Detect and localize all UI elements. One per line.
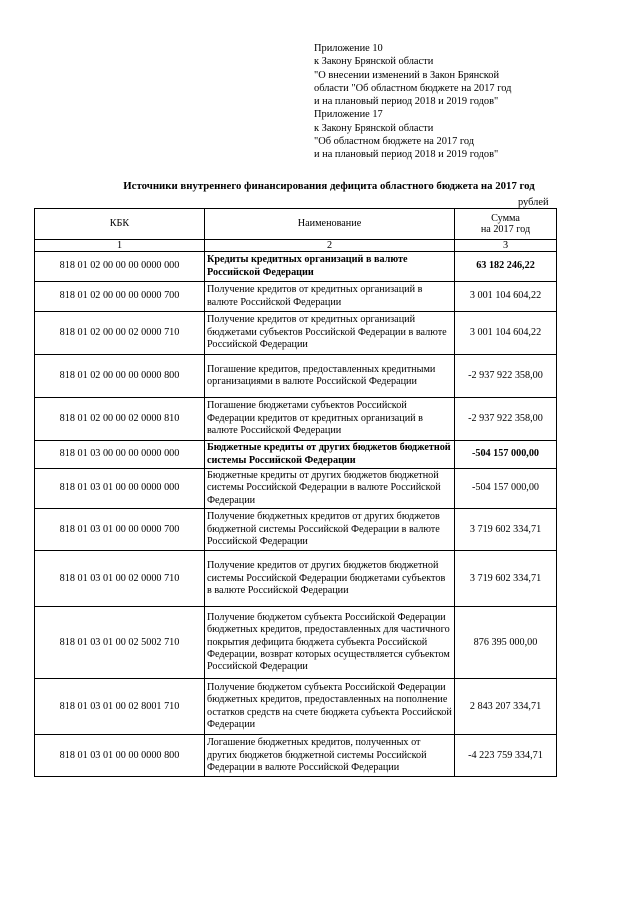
column-number: 3 — [455, 240, 557, 252]
header-line: области "Об областном бюджете на 2017 год — [314, 82, 512, 94]
table-row — [35, 469, 557, 509]
row-amount: 3 001 104 604,22 — [455, 282, 557, 312]
header-line: к Закону Брянской области — [314, 56, 434, 68]
kbk-code: 818 01 02 00 00 00 0000 700 — [35, 282, 205, 312]
row-name: Бюджетные кредиты от других бюджетов бюджетной системы Российской Федерации в валюте Российской Федерации — [205, 469, 455, 509]
table-row — [35, 735, 557, 777]
row-name: Получение бюджетом субъекта Российской Федерации бюджетных кредитов, предоставленных на пополнение остатков средств на счете бюджета субъекта Российской Федерации — [205, 679, 455, 735]
table-row — [35, 607, 557, 679]
column-header-sum-line2: на 2017 год — [480, 224, 531, 235]
row-amount: 876 395 000,00 — [455, 607, 557, 679]
table-row — [35, 679, 557, 735]
financing-table — [34, 208, 557, 777]
kbk-code: 818 01 03 01 00 00 0000 700 — [35, 509, 205, 551]
row-amount: -2 937 922 358,00 — [455, 355, 557, 398]
row-name: Получение кредитов от кредитных организаций в валюте Российской Федерации — [205, 282, 455, 312]
header-line: и на плановый период 2018 и 2019 годов" — [314, 96, 499, 108]
table-row — [35, 282, 557, 312]
row-name: Получение бюджетом субъекта Российской Федерации бюджетных кредитов, предоставленных для частичного покрытия дефицита бюджета субъекта Российской Федерации, возврат которых осуществляется субъектом Российской Федерации — [205, 607, 455, 679]
row-amount: 3 719 602 334,71 — [455, 509, 557, 551]
header-line: и на плановый период 2018 и 2019 годов" — [314, 149, 499, 161]
row-amount: -2 937 922 358,00 — [455, 398, 557, 441]
table-row — [35, 441, 557, 469]
row-amount: 63 182 246,22 — [455, 252, 557, 282]
row-amount: 2 843 207 334,71 — [455, 679, 557, 735]
row-name: Бюджетные кредиты от других бюджетов бюджетной системы Российской Федерации — [205, 441, 455, 469]
row-name: Кредиты кредитных организаций в валюте Российской Федерации — [205, 252, 455, 282]
row-name: Получение кредитов от других бюджетов бюджетной системы Российской Федерации бюджетами субъектов в валюте Российской Федерации — [205, 551, 455, 607]
kbk-code: 818 01 03 01 00 02 5002 710 — [35, 607, 205, 679]
row-amount: 3 001 104 604,22 — [455, 312, 557, 355]
kbk-code: 818 01 02 00 00 00 0000 000 — [35, 252, 205, 282]
column-header-sum — [455, 209, 557, 240]
kbk-code: 818 01 03 01 00 00 0000 800 — [35, 735, 205, 777]
column-number: 1 — [35, 240, 205, 252]
table-header-row — [35, 209, 557, 240]
kbk-code: 818 01 03 01 00 02 8001 710 — [35, 679, 205, 735]
row-name: Получение бюджетных кредитов от других бюджетов бюджетной системы Российской Федерации в валюте Российской Федерации — [205, 509, 455, 551]
header-line: к Закону Брянской области — [314, 122, 434, 134]
column-header-name: Наименование — [205, 209, 455, 240]
row-amount: -504 157 000,00 — [455, 441, 557, 469]
row-name: Логашение бюджетных кредитов, полученных от других бюджетов бюджетной системы Российской Федерации в валюте Российской Федерации — [205, 735, 455, 777]
table-row — [35, 398, 557, 441]
row-name: Погашение бюджетами субъектов Российской Федерации кредитов от кредитных организаций в валюте Российской Федерации — [205, 398, 455, 441]
kbk-code: 818 01 02 00 00 02 0000 710 — [35, 312, 205, 355]
header-line: "Об областном бюджете на 2017 год — [314, 136, 475, 148]
row-amount: -4 223 759 334,71 — [455, 735, 557, 777]
appendix-header — [314, 42, 614, 162]
table-row — [35, 312, 557, 355]
kbk-code: 818 01 03 01 00 02 0000 710 — [35, 551, 205, 607]
column-header-kbk: КБК — [35, 209, 205, 240]
table-row — [35, 355, 557, 398]
column-number: 2 — [205, 240, 455, 252]
document-title: Источники внутреннего финансирования дефицита областного бюджета на 2017 год — [123, 180, 535, 192]
row-amount: 3 719 602 334,71 — [455, 551, 557, 607]
units-label: рублей — [518, 197, 549, 208]
kbk-code: 818 01 02 00 00 02 0000 810 — [35, 398, 205, 441]
table-row — [35, 252, 557, 282]
column-header-sum-line1: Сумма — [491, 213, 520, 224]
header-line: Приложение 10 — [314, 43, 383, 54]
kbk-code: 818 01 03 01 00 00 0000 000 — [35, 469, 205, 509]
kbk-code: 818 01 03 00 00 00 0000 000 — [35, 441, 205, 469]
row-name: Получение кредитов от кредитных организаций бюджетами субъектов Российской Федерации в валюте Российской Федерации — [205, 312, 455, 355]
kbk-code: 818 01 02 00 00 00 0000 800 — [35, 355, 205, 398]
row-amount: -504 157 000,00 — [455, 469, 557, 509]
table-row — [35, 509, 557, 551]
row-name: Погашение кредитов, предоставленных кредитными организациями в валюте Российской Федерации — [205, 355, 455, 398]
header-line: Приложение 17 — [314, 109, 383, 121]
header-line: "О внесении изменений в Закон Брянской — [314, 69, 500, 81]
table-row — [35, 551, 557, 607]
column-number-row — [35, 240, 557, 252]
